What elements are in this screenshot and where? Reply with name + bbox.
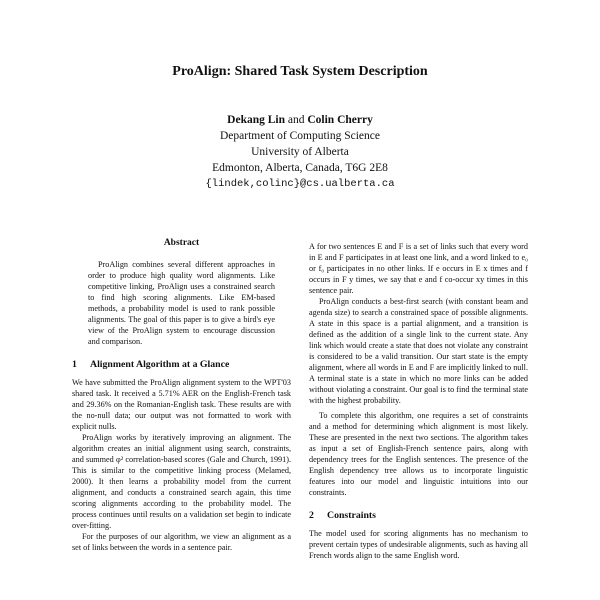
paragraph: For the purposes of our algorithm, we view an alignment as a set of links between the words in a sentence pair.	[72, 532, 291, 552]
author-email: {lindek,colinc}@cs.ualberta.ca	[205, 178, 395, 190]
paragraph: To complete this algorithm, one requires a set of constraints and a method for determining which alignment is most likely. These are presented in the next two sections. The algorithm takes as input a set of English-French sentence pairs, along with dependency trees for the English sentences. The presence of the English dependency tree allows us to incorporate linguistic features into our model and linguistic intuitions into our constraints.	[309, 411, 528, 497]
paragraph: ProAlign works by iteratively improving an alignment. The algorithm creates an initial alignment using search, constraints, and summed φ² correlation-based scores (Gale and Church, 1991). This is similar to the competitive linking process (Melamed, 2000). It then learns a probability model from the current alignment, and conducts a constrained search again, this time scoring alignments according to the probability model. The process continues until results on a validation set begin to indicate over-fitting.	[72, 433, 291, 530]
author-line	[0, 112, 600, 128]
left-column	[72, 238, 291, 553]
section-heading	[72, 359, 291, 370]
paragraph: The model used for scoring alignments has no mechanism to prevent certain types of undesirable alignments, such as having all French words align to the same English word.	[309, 529, 528, 560]
author-conjunction: and	[287, 114, 305, 126]
paragraph: We have submitted the ProAlign alignment system to the WPT'03 shared task. It received a 5.71% AER on the English-French task and 29.36% on the Romanian-English task. These results are with the no-null data; our output was not formatted to work with explicit nulls.	[72, 378, 291, 431]
paragraph: A for two sentences E and F is a set of links such that every word in E and F participates in at least one link, and a word linked to e₀ or f₀ participates in no other links. If e occurs in E x times and f occurs in F y times, we say that e and f co-occur xy times in this sentence pair.	[309, 242, 528, 295]
section-title: Constraints	[327, 510, 376, 521]
affiliation-university: University of Alberta	[251, 146, 349, 158]
paper-title: ProAlign: Shared Task System Description	[172, 64, 428, 79]
affiliation-address: Edmonton, Alberta, Canada, T6G 2E8	[212, 162, 388, 174]
abstract-heading: Abstract	[163, 238, 200, 248]
author-block	[0, 112, 600, 192]
abstract-text: ProAlign combines several different approaches in order to produce high quality word alignments. Like competitive linking, ProAlign uses a constrained search to find high scoring alignments. Like EM-based methods, a probability model is used to rank possible alignments. The goal of this paper is to give a bird's eye view of the ProAlign system to encourage discussion and comparison.	[88, 260, 275, 346]
right-column	[309, 241, 528, 561]
author-name: Colin Cherry	[307, 114, 373, 126]
section-number: 1	[72, 359, 77, 370]
paragraph: ProAlign conducts a best-first search (with constant beam and agenda size) to search a constrained space of possible alignments. A state in this space is a partial alignment, and a transition is defined as the addition of a single link to the current state. Any link which would create a state that does not violate any constraint is considered to be a valid transition. Our start state is the empty alignment, where all words in E and F are implicitly linked to null. A terminal state is a state in which no more links can be added without violating a constraint. Our goal is to find the terminal state with the highest probability.	[309, 297, 528, 405]
section-heading	[309, 510, 528, 521]
affiliation-department: Department of Computing Science	[219, 130, 380, 142]
section-title: Alignment Algorithm at a Glance	[90, 359, 230, 370]
author-name: Dekang Lin	[227, 114, 285, 126]
section-number: 2	[309, 510, 314, 521]
